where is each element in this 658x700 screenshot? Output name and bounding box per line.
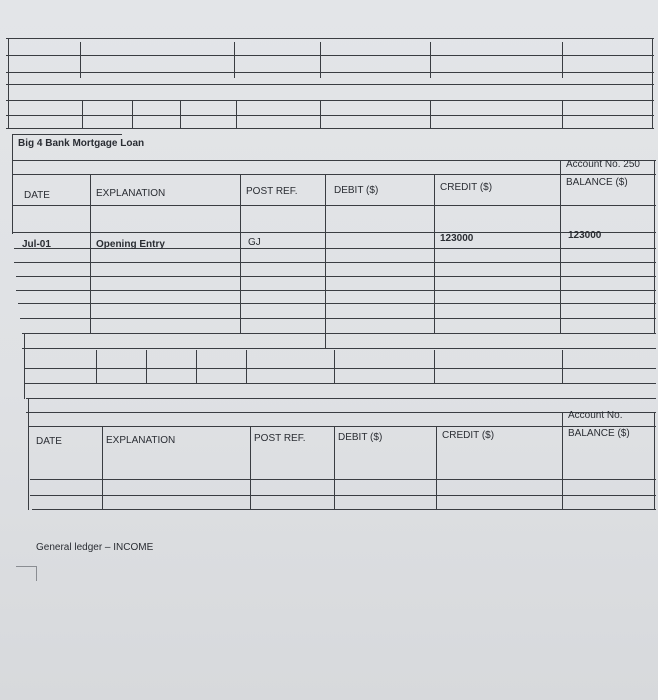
grid-line <box>652 38 653 128</box>
ledger-title: Big 4 Bank Mortgage Loan <box>18 138 145 149</box>
row-credit: 123000 <box>440 233 474 244</box>
header-post-ref-2: POST REF. <box>254 433 306 444</box>
grid-line <box>246 350 247 384</box>
grid-line <box>12 134 13 234</box>
grid-line <box>180 100 181 128</box>
grid-line <box>434 174 435 334</box>
row-post-ref: GJ <box>248 237 261 248</box>
grid-line <box>562 100 563 128</box>
grid-line <box>82 100 83 128</box>
grid-line <box>325 174 326 348</box>
grid-line <box>334 350 335 384</box>
grid-line <box>6 38 654 39</box>
grid-line <box>234 42 235 78</box>
grid-line <box>436 426 437 510</box>
header-date: DATE <box>24 190 50 201</box>
grid-line <box>654 412 655 510</box>
grid-line <box>236 100 237 128</box>
grid-line <box>102 426 103 510</box>
grid-line <box>132 100 133 128</box>
grid-line <box>562 350 563 384</box>
grid-line <box>6 115 654 116</box>
grid-line <box>560 160 561 334</box>
grid-line <box>6 72 654 73</box>
grid-line <box>196 350 197 384</box>
grid-line <box>250 426 251 510</box>
grid-line <box>6 100 654 101</box>
grid-line <box>96 350 97 384</box>
header-balance-2: BALANCE ($) <box>568 428 630 439</box>
grid-line <box>6 55 654 56</box>
row-date: Jul-01 <box>22 239 51 250</box>
header-debit-2: DEBIT ($) <box>338 432 383 443</box>
grid-line <box>240 174 241 334</box>
grid-line <box>80 42 81 78</box>
header-post-ref: POST REF. <box>246 186 298 197</box>
grid-line <box>26 398 656 399</box>
grid-line <box>654 160 655 334</box>
grid-line <box>562 42 563 78</box>
header-explanation-2: EXPLANATION <box>106 435 176 446</box>
grid-line <box>12 134 122 135</box>
header-explanation: EXPLANATION <box>96 188 166 199</box>
grid-line <box>430 42 431 78</box>
grid-line <box>562 412 563 510</box>
row-explanation: Opening Entry <box>96 239 165 250</box>
grid-line <box>28 398 29 510</box>
grid-line <box>90 174 91 334</box>
grid-line <box>6 128 654 129</box>
section-label: General ledger – INCOME <box>36 542 154 553</box>
corner-mark <box>16 566 37 581</box>
grid-line <box>146 350 147 384</box>
grid-line <box>24 333 25 399</box>
account-number-2: Account No. <box>568 410 623 421</box>
account-number: Account No. 250 <box>566 159 640 170</box>
grid-line <box>8 38 9 128</box>
header-credit-2: CREDIT ($) <box>442 430 495 441</box>
grid-line <box>320 42 321 78</box>
grid-line <box>334 426 335 510</box>
header-date-2: DATE <box>36 436 62 447</box>
header-credit: CREDIT ($) <box>440 182 493 193</box>
header-debit: DEBIT ($) <box>334 185 379 196</box>
row-balance: 123000 <box>568 230 602 241</box>
grid-line <box>22 348 656 349</box>
grid-line <box>434 350 435 384</box>
grid-line <box>320 100 321 128</box>
grid-line <box>430 100 431 128</box>
header-balance: BALANCE ($) <box>566 177 628 188</box>
grid-line <box>6 84 654 85</box>
